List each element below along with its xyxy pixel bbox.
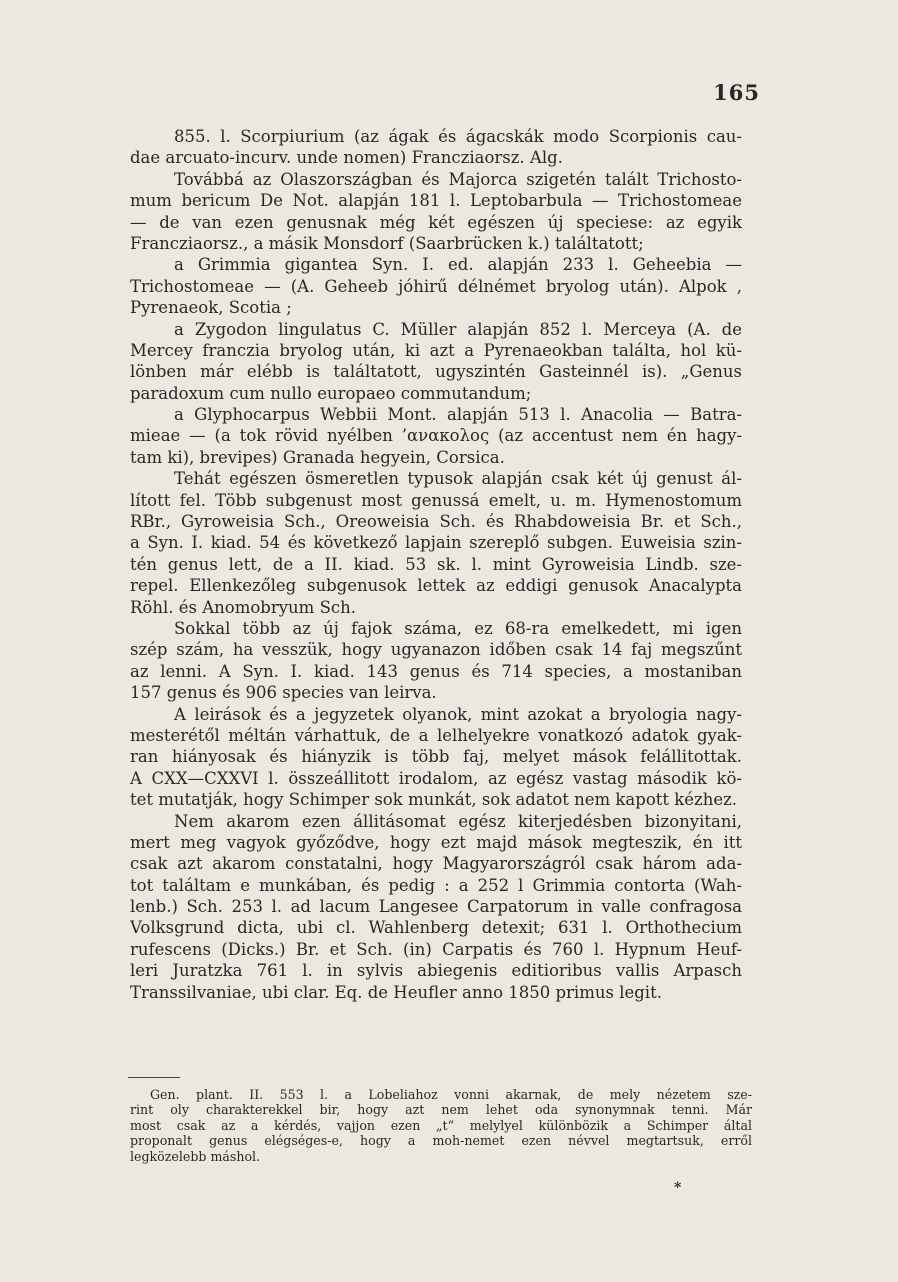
body-line: RBr., Gyroweisia Sch., Oreoweisia Sch. és Rhabdoweisia Br. et Sch., (130, 512, 742, 532)
body-line: szép szám, ha vesszük, hogy ugyanazon időben csak 14 faj megszűnt (130, 640, 742, 660)
footnote-line: Gen. plant. II. 553 l. a Lobeliahoz vonni akarnak, de mely nézetem sze- (150, 1087, 752, 1102)
footnote-line: most csak az a kérdés, vajjon ezen „t“ melylyel különbözik a Schimper által (130, 1117, 752, 1133)
body-line: a Syn. I. kiad. 54 és következő lapjain szereplő subgen. Euweisia szin- (130, 533, 742, 553)
body-line: Mercey franczia bryolog után, ki azt a Pyrenaeokban találta, hol kü- (130, 340, 742, 360)
body-line: Nem akarom ezen állitásomat egész kiterjedésben bizonyitani, (174, 811, 742, 831)
body-text (130, 126, 742, 1003)
body-line: 157 genus és 906 species van leirva. (130, 683, 437, 703)
body-line: lenb.) Sch. 253 l. ad lacum Langesee Carpatorum in valle confragosa (130, 897, 742, 917)
body-line: Francziaorsz., a másik Monsdorf (Saarbrücken k.) találtatott; (130, 233, 644, 253)
body-line: repel. Ellenkezőleg subgenusok lettek az eddigi genusok Anacalypta (130, 576, 742, 596)
body-line: csak azt akarom constatalni, hogy Magyarországról csak három ada- (130, 854, 742, 874)
body-line: mert meg vagyok győződve, hogy ezt majd mások megteszik, én itt (130, 832, 742, 852)
body-line: tet mutatják, hogy Schimper sok munkát, sok adatot nem kapott kézhez. (130, 790, 738, 810)
body-line: mum bericum De Not. alapján 181 l. Leptobarbula — Trichostomeae (130, 191, 742, 211)
body-line: Sokkal több az új fajok száma, ez 68-ra emelkedett, mi igen (174, 618, 742, 638)
body-line: tot találtam e munkában, és pedig : a 252 l Grimmia contorta (Wah- (130, 875, 742, 895)
body-line: a Grimmia gigantea Syn. I. ed. alapján 233 l. Geheebia — (174, 255, 742, 275)
body-line: Volksgrund dicta, ubi cl. Wahlenberg detexit; 631 l. Orthothecium (130, 918, 742, 938)
body-line: — de van ezen genusnak még két egészen új speciese: az egyik (130, 212, 742, 232)
body-line: Transsilvaniae, ubi clar. Eq. de Heufler anno 1850 primus legit. (130, 982, 662, 1002)
footnote-line: legközelebb máshol. (130, 1148, 261, 1164)
body-line: Trichostomeae — (A. Geheeb jóhirű délnémet bryolog után). Alpok , (130, 276, 742, 296)
body-line: leri Juratzka 761 l. in sylvis abiegenis editioribus vallis Arpasch (130, 961, 742, 981)
body-line: lított fel. Több subgenust most genussá emelt, u. m. Hymenostomum (130, 490, 742, 510)
body-line: paradoxum cum nullo europaeo commutandum; (130, 383, 532, 403)
body-line: a Zygodon lingulatus C. Müller alapján 852 l. Merceya (A. de (174, 319, 742, 339)
body-line: rufescens (Dicks.) Br. et Sch. (in) Carpatis és 760 l. Hypnum Heuf- (130, 939, 742, 959)
body-line: tén genus lett, de a II. kiad. 53 sk. l. mint Gyroweisia Lindb. sze- (130, 554, 742, 574)
footnote-rule (128, 1077, 180, 1078)
body-line: mieae — (a tok rövid nyélben ’ανακολος (az accentust nem én hagy- (130, 426, 742, 446)
body-line: 855. l. Scorpiurium (az ágak és ágacskák modo Scorpionis cau- (174, 127, 742, 146)
body-line: A leirások és a jegyzetek olyanok, mint azokat a bryologia nagy- (174, 704, 742, 724)
body-line: dae arcuato-incurv. unde nomen) Francziaorsz. Alg. (130, 148, 563, 168)
page-number: 165 (713, 80, 760, 105)
body-line: lönben már elébb is találtatott, ugyszintén Gasteinnél is). „Genus (130, 362, 742, 382)
body-line: Röhl. és Anomobryum Sch. (130, 597, 356, 617)
body-line: a Glyphocarpus Webbii Mont. alapján 513 l. Anacolia — Batra- (174, 405, 742, 425)
footnote (130, 1087, 752, 1164)
body-line: az lenni. A Syn. I. kiad. 143 genus és 714 species, a mostaniban (130, 661, 742, 681)
footnote-line: proponalt genus elégséges-e, hogy a moh-nemet ezen névvel megtartsuk, erről (130, 1133, 752, 1149)
body-line: Pyrenaeok, Scotia ; (130, 298, 292, 318)
body-line: Továbbá az Olaszországban és Majorca szigetén talált Trichosto- (174, 169, 742, 189)
body-line: ran hiányosak és hiányzik is több faj, melyet mások felállitottak. (130, 747, 742, 767)
body-line: mesterétől méltán várhattuk, de a lelhelyekre vonatkozó adatok gyak- (130, 725, 742, 745)
body-line: Tehát egészen ösmeretlen typusok alapján csak két új genust ál- (174, 469, 742, 489)
body-line: tam ki), brevipes) Granada hegyein, Corsica. (130, 447, 505, 467)
footnote-line: rint oly charakterekkel bir, hogy azt nem lehet oda synonymnak tenni. Már (130, 1102, 752, 1118)
body-line: A CXX—CXXVI l. összeállitott irodalom, az egész vastag második kö- (130, 768, 742, 788)
signature-mark: * (674, 1180, 682, 1196)
